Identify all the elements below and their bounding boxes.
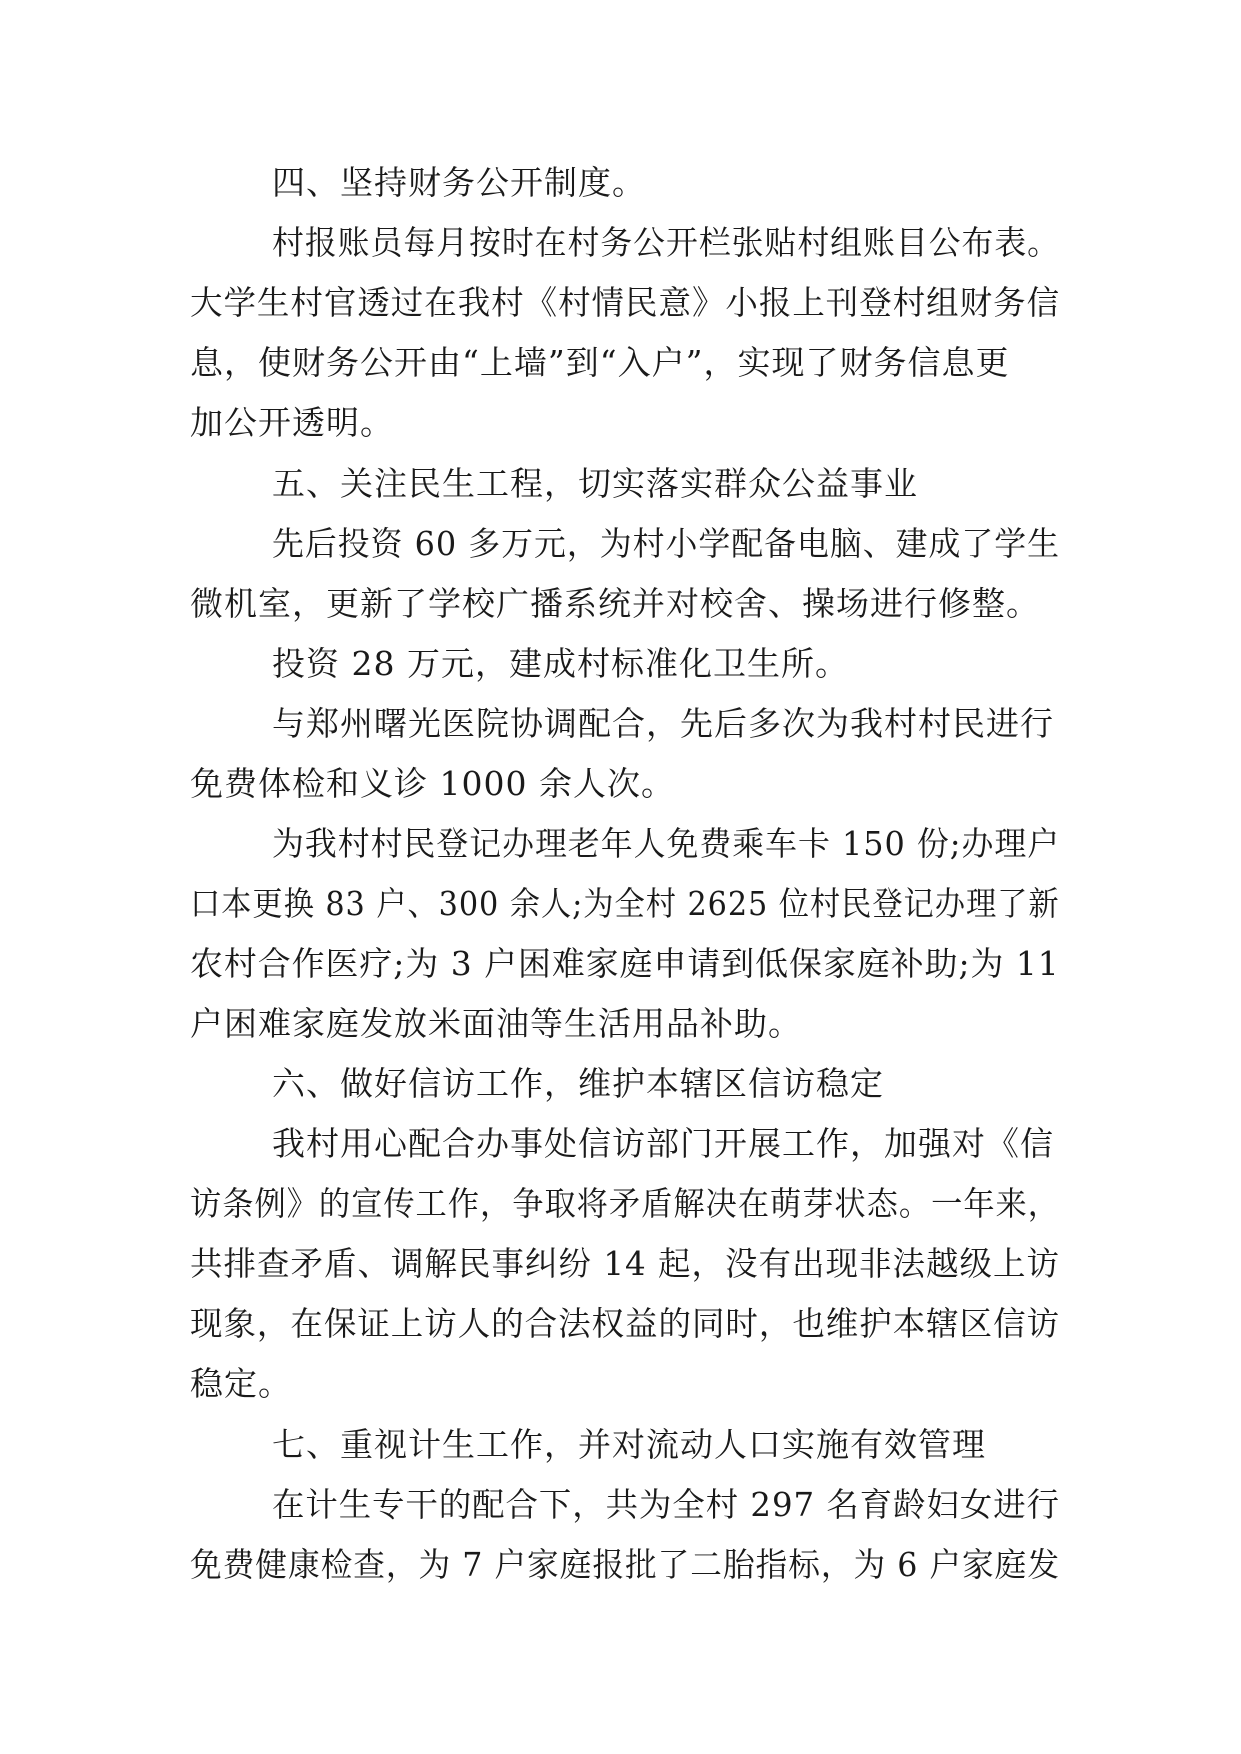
heading-section-4: 四、坚持财务公开制度。 <box>272 163 646 202</box>
paragraph-line: 为我村村民登记办理老年人免费乘车卡 150 份;办理户 <box>272 824 1061 863</box>
paragraph-line: 现象，在保证上访人的合法权益的同时，也维护本辖区信访 <box>190 1304 1061 1343</box>
paragraph-line: 与郑州曙光医院协调配合，先后多次为我村村民进行 <box>272 704 1054 743</box>
paragraph-line: 户困难家庭发放米面油等生活用品补助。 <box>190 1004 802 1043</box>
paragraph-line: 稳定。 <box>190 1364 292 1403</box>
heading-section-6: 六、做好信访工作，维护本辖区信访稳定 <box>272 1064 884 1103</box>
paragraph-line: 先后投资 60 多万元，为村小学配备电脑、建成了学生 <box>272 524 1061 563</box>
paragraph-line: 免费健康检查，为 7 户家庭报批了二胎指标，为 6 户家庭发 <box>190 1545 1060 1584</box>
paragraph-line: 投资 28 万元，建成村标准化卫生所。 <box>272 644 849 683</box>
paragraph-line: 息，使财务公开由“上墙”到“入户”，实现了财务信息更 <box>190 343 1010 382</box>
paragraph-line: 共排查矛盾、调解民事纠纷 14 起，没有出现非法越级上访 <box>190 1244 1061 1283</box>
paragraph-line: 我村用心配合办事处信访部门开展工作，加强对《信 <box>272 1124 1054 1163</box>
heading-section-5: 五、关注民生工程，切实落实群众公益事业 <box>272 464 918 503</box>
heading-section-7: 七、重视计生工作，并对流动人口实施有效管理 <box>272 1425 986 1464</box>
paragraph-line: 农村合作医疗;为 3 户困难家庭申请到低保家庭补助;为 11 <box>190 944 1060 983</box>
paragraph-line: 大学生村官透过在我村《村情民意》小报上刊登村组财务信 <box>190 283 1061 322</box>
paragraph-line: 口本更换 83 户、300 余人;为全村 2625 位村民登记办理了新 <box>190 884 1060 923</box>
paragraph-line: 加公开透明。 <box>190 403 394 442</box>
paragraph-line: 微机室，更新了学校广播系统并对校舍、操场进行修整。 <box>190 584 1040 623</box>
paragraph-line: 免费体检和义诊 1000 余人次。 <box>190 764 675 803</box>
paragraph-line: 访条例》的宣传工作，争取将矛盾解决在萌芽状态。一年来， <box>190 1184 1060 1223</box>
paragraph-line: 在计生专干的配合下，共为全村 297 名育龄妇女进行 <box>272 1485 1060 1524</box>
paragraph-line: 村报账员每月按时在村务公开栏张贴村组账目公布表。 <box>272 223 1061 262</box>
